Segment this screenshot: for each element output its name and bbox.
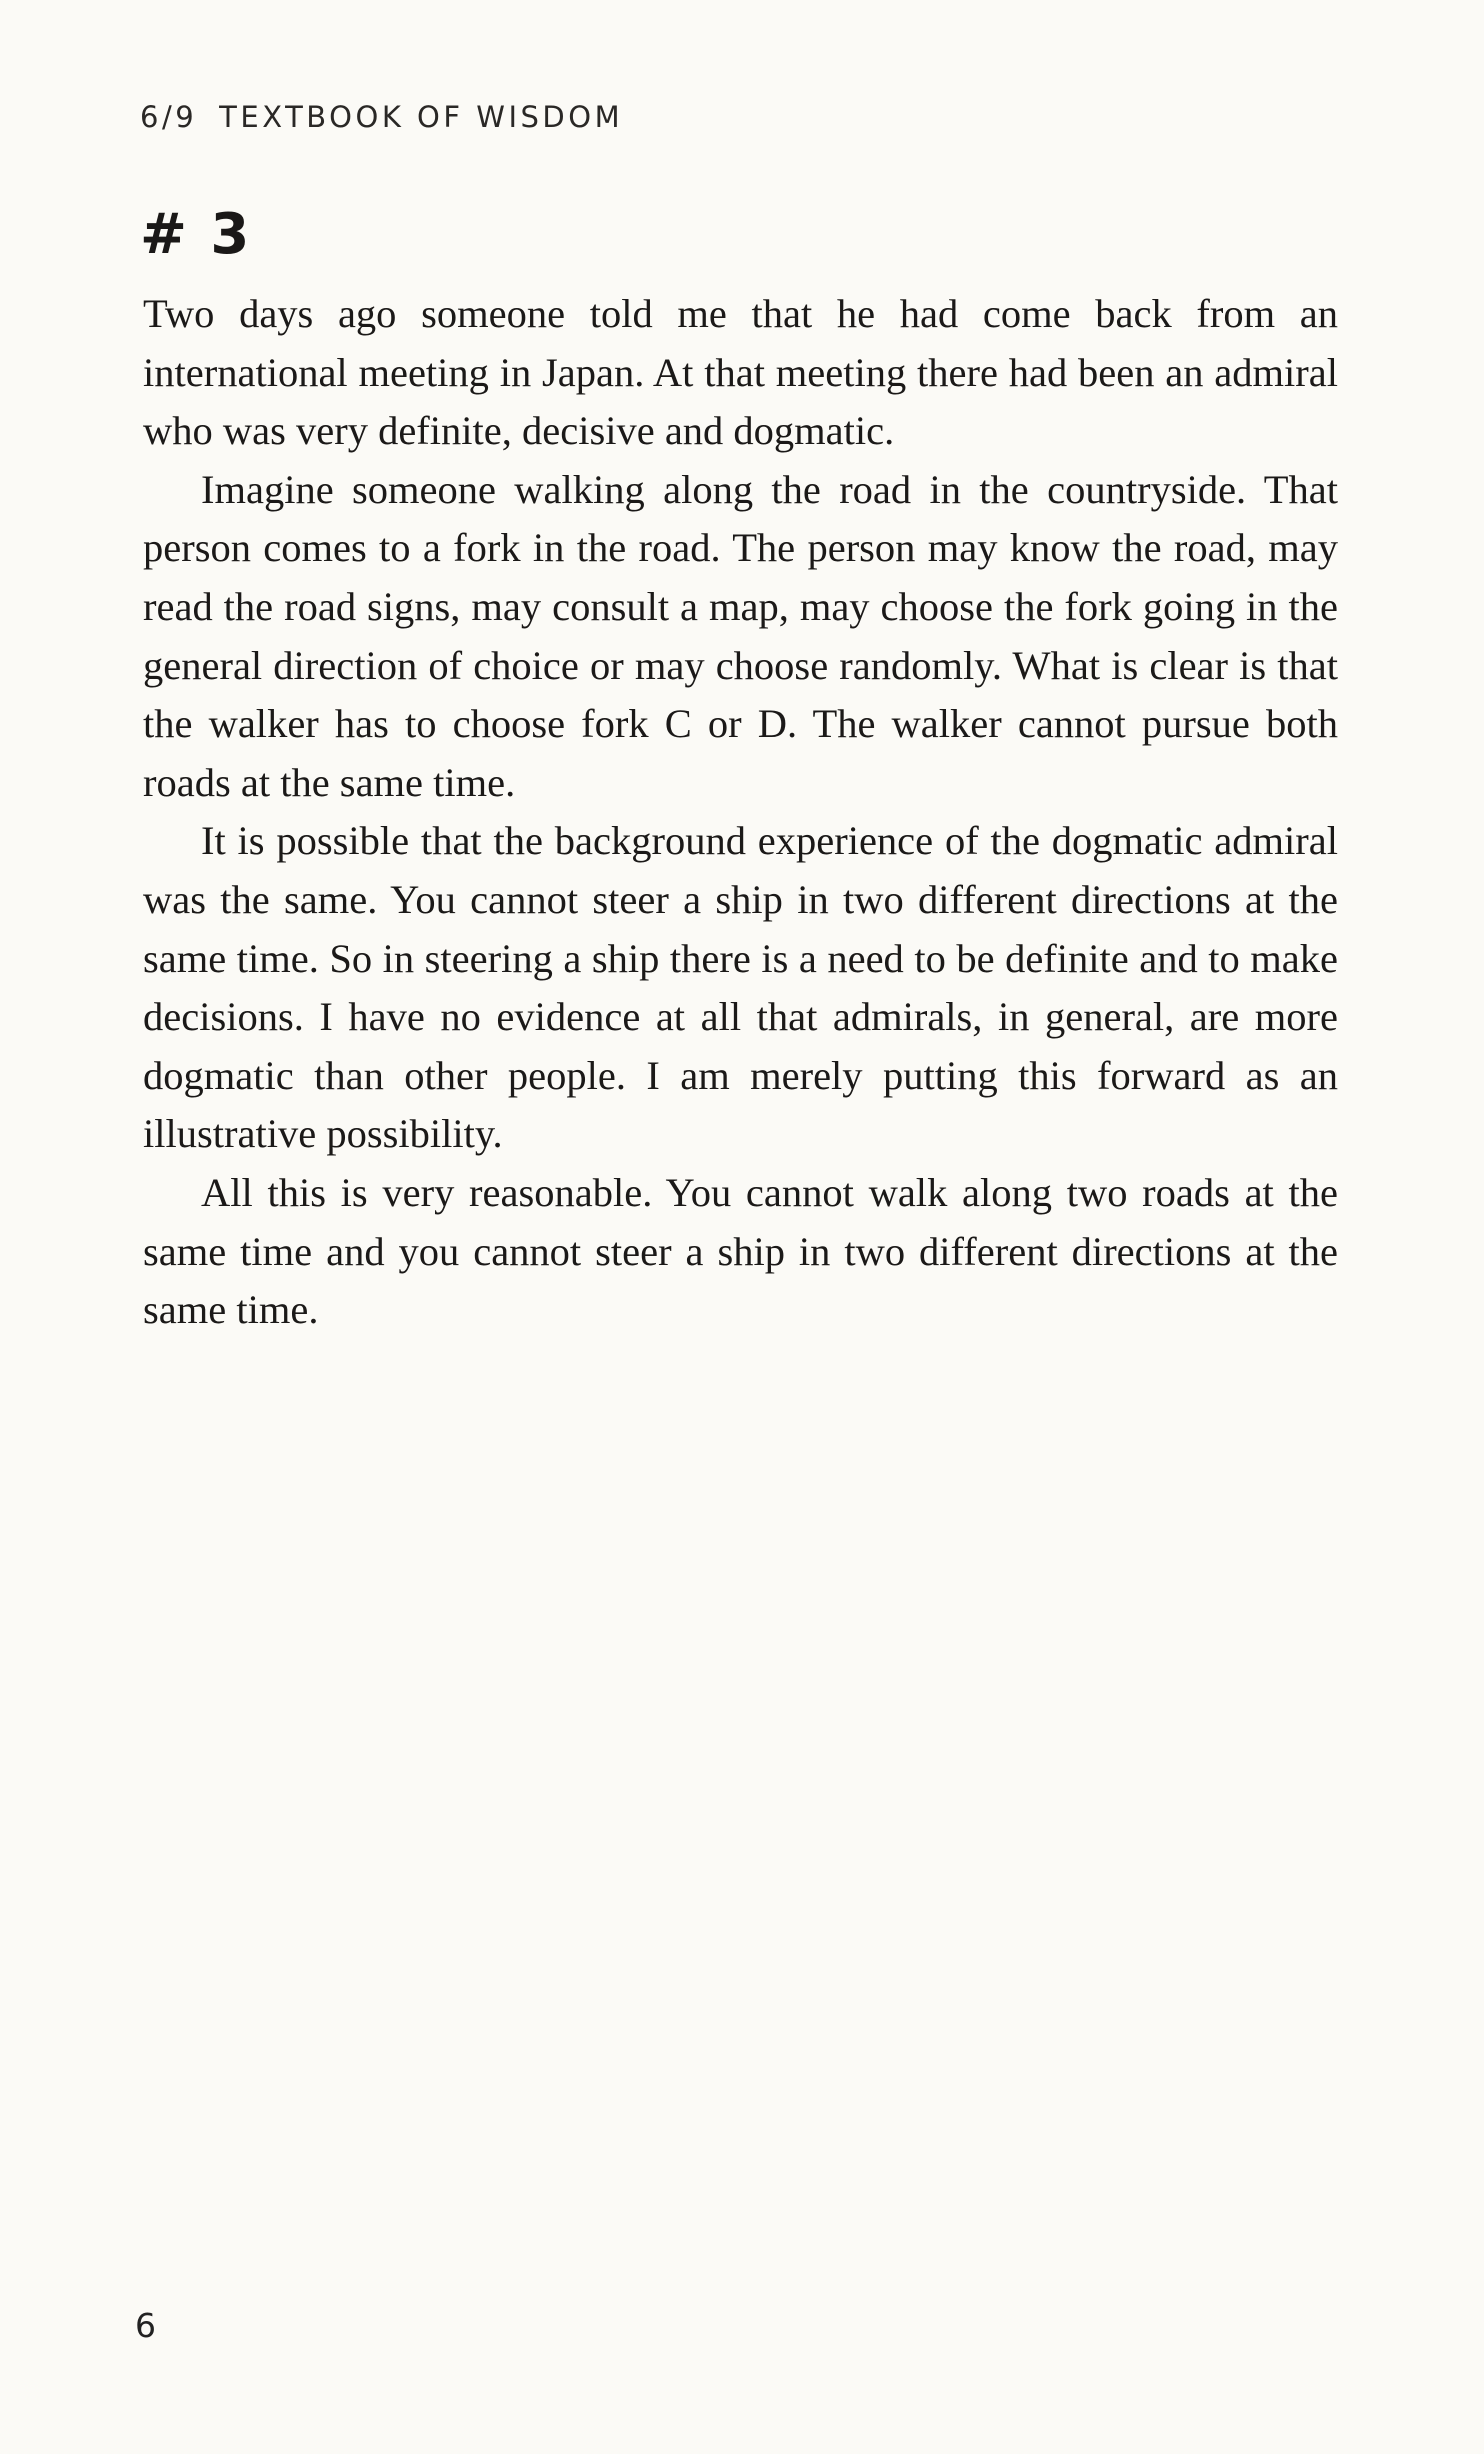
paragraph-4: All this is very reasonable. You cannot walk along two roads at the same time and you cannot steer a ship in two different directions at the same time. [143, 1169, 1338, 1333]
body-text [143, 285, 1338, 1340]
section-heading: # 3 [140, 202, 252, 267]
running-head [140, 100, 623, 134]
paragraph-1: Two days ago someone told me that he had come back from an international meeting in Japan. At that meeting there had been an admiral who was very definite, decisive and dogmatic. [143, 291, 1338, 454]
page-number: 6 [135, 2306, 156, 2345]
paragraph-2: Imagine someone walking along the road in the countryside. That person comes to a fork in the road. The person may know the road, may read the road signs, may consult a map, may choose the fork going in the general direction of choice or may choose randomly. What is clear is that the walker has to choose fork C or D. The walker cannot pursue both roads at the same time. [143, 466, 1338, 805]
folio-reference: 6/9 [140, 100, 198, 134]
paragraph-3: It is possible that the background experience of the dogmatic admiral was the same. You cannot steer a ship in two different directions at the same time. So in steering a ship there is a need to be definite and to make decisions. I have no evidence at all that admirals, in general, are more dogmatic than other people. I am merely putting this forward as an illustrative possibility. [143, 818, 1338, 1157]
book-title: TEXTBOOK OF WISDOM [219, 100, 624, 134]
